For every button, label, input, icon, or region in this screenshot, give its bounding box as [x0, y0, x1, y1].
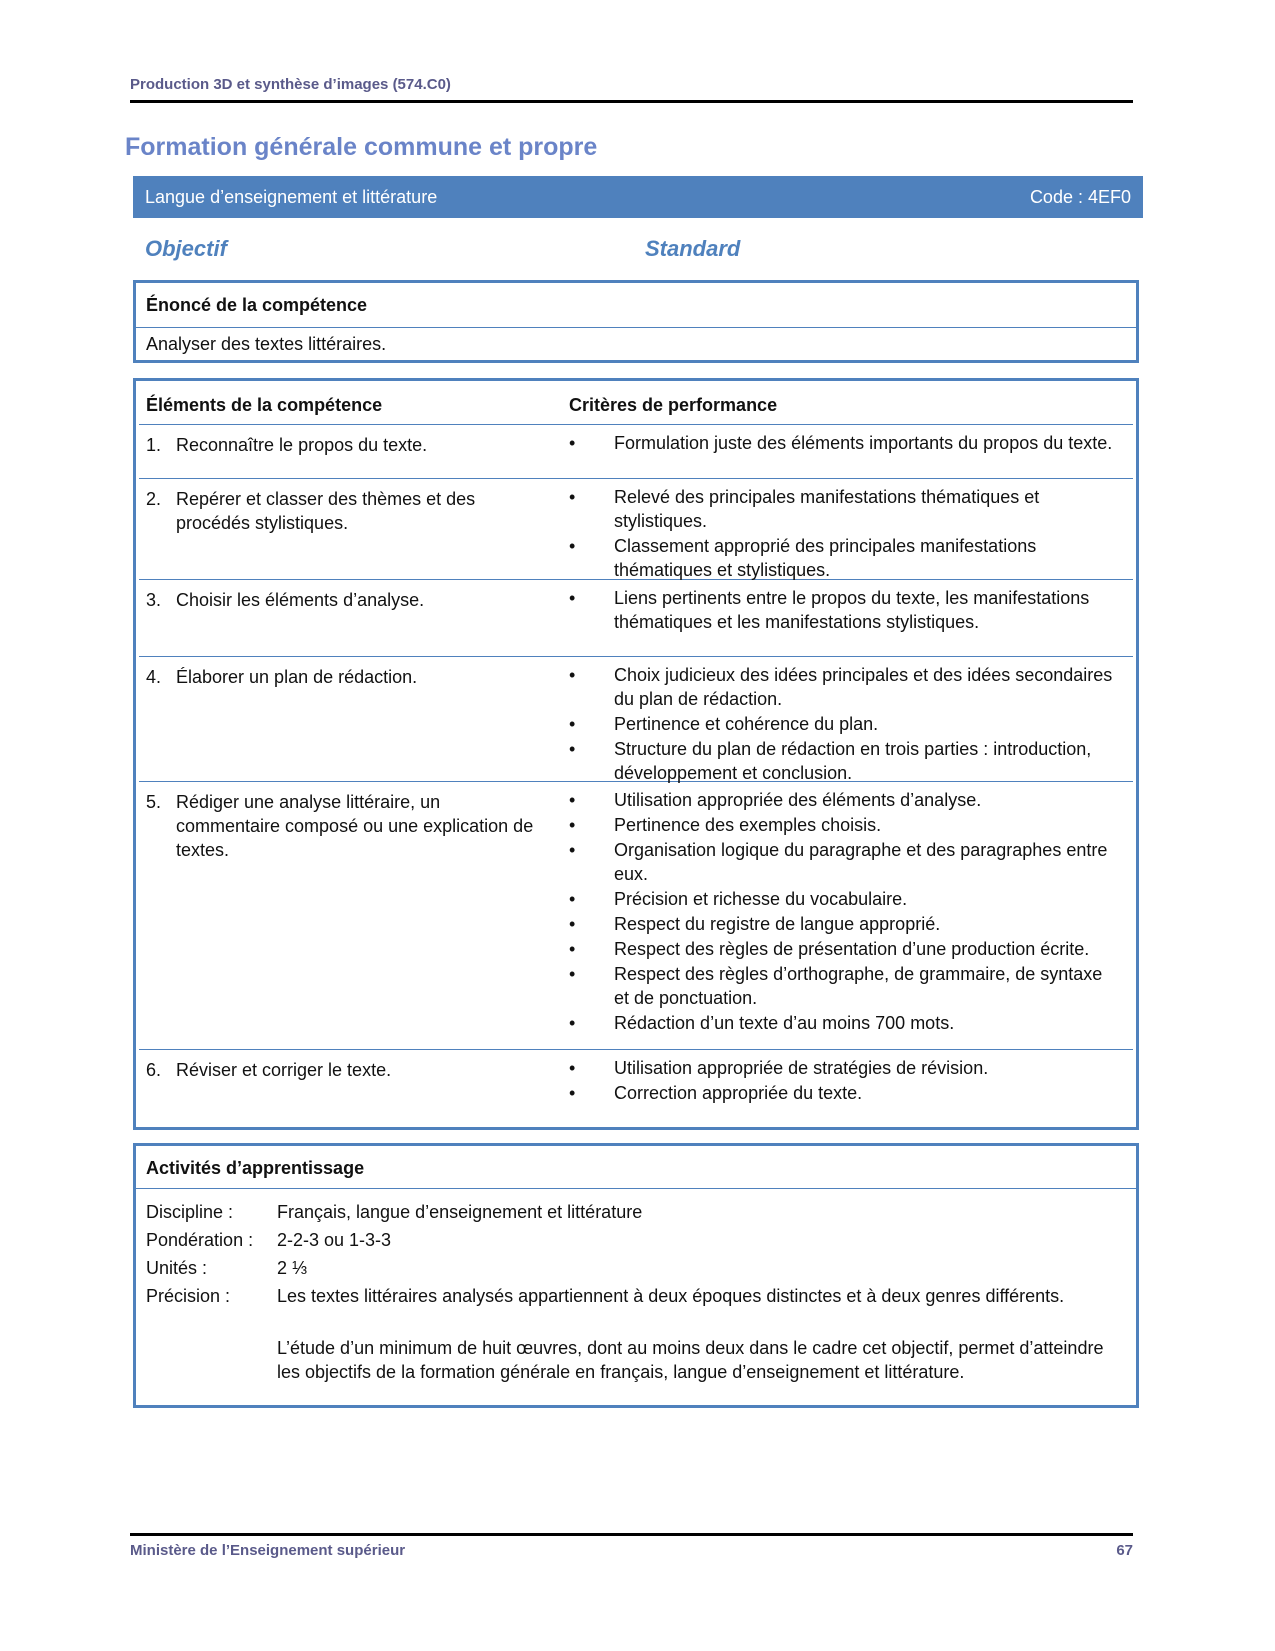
criterion-item [569, 431, 1116, 455]
criteria-cell [569, 788, 1116, 1036]
criterion-item [569, 788, 1116, 812]
subject-name: Langue d’enseignement et littérature [145, 187, 438, 207]
activities-box [133, 1143, 1139, 1408]
criterion-text: Relevé des principales manifestations thématiques et stylistiques. [614, 487, 1040, 531]
criteria-column-header: Critères de performance [569, 395, 778, 415]
criterion-item [569, 813, 1116, 837]
subject-bar [133, 176, 1143, 218]
criterion-item [569, 485, 1116, 533]
section-title: Formation générale commune et propre [125, 133, 598, 161]
bullet-icon: • [569, 433, 576, 453]
criterion-text: Respect du registre de langue approprié. [614, 914, 941, 934]
element-text: Réviser et corriger le texte. [176, 1060, 392, 1080]
element-number: 1. [146, 435, 162, 455]
element-text: Élaborer un plan de rédaction. [176, 667, 418, 687]
bullet-icon: • [569, 665, 576, 685]
bullet-icon: • [569, 1013, 576, 1033]
bullet-icon: • [569, 840, 576, 860]
criterion-text: Structure du plan de rédaction en trois parties : introduction, développement et conclusion. [614, 739, 1092, 783]
table-row [139, 425, 1133, 479]
precision-label: Précision : [146, 1286, 231, 1306]
criterion-text: Correction appropriée du texte. [614, 1083, 863, 1103]
units-label: Unités : [146, 1258, 208, 1278]
precision-paragraph-2: L’étude d’un minimum de huit œuvres, dont au moins deux dans le cadre cet objectif, permet d’atteindre les objectifs de la formation générale en français, langue d’enseignement et littérature. [277, 1338, 1104, 1382]
element-text: Rédiger une analyse littéraire, un commentaire composé ou une explication de textes. [176, 792, 534, 860]
criterion-item [569, 586, 1116, 634]
elements-table-header [139, 384, 1133, 425]
criterion-text: Pertinence des exemples choisis. [614, 815, 882, 835]
table-row [139, 1050, 1133, 1110]
criterion-item [569, 962, 1116, 1010]
element-cell [146, 433, 546, 457]
discipline-label: Discipline : [146, 1202, 234, 1222]
criterion-item [569, 737, 1116, 785]
element-number: 6. [146, 1060, 162, 1080]
criterion-item [569, 534, 1116, 582]
bullet-icon: • [569, 964, 576, 984]
elements-column-header: Éléments de la compétence [146, 395, 383, 415]
activities-heading-row [136, 1146, 1136, 1189]
criterion-text: Respect des règles de présentation d’une production écrite. [614, 939, 1090, 959]
bullet-icon: • [569, 790, 576, 810]
criterion-item [569, 912, 1116, 936]
criterion-item [569, 1011, 1116, 1035]
bullet-icon: • [569, 889, 576, 909]
table-row [139, 479, 1133, 580]
elements-criteria-box [133, 378, 1139, 1130]
table-row [139, 657, 1133, 782]
criterion-item [569, 1081, 1116, 1105]
page-footer [130, 1533, 1133, 1562]
bullet-icon: • [569, 939, 576, 959]
element-cell [146, 665, 546, 689]
bullet-icon: • [569, 1058, 576, 1078]
running-title: Production 3D et synthèse d’images (574.C0) [130, 76, 451, 93]
elements-criteria-table [139, 384, 1133, 1124]
criterion-text: Liens pertinents entre le propos du texte, les manifestations thématiques et les manifestations stylistiques. [614, 588, 1090, 632]
standard-heading: Standard [645, 236, 741, 261]
criterion-item [569, 663, 1116, 711]
criterion-text: Organisation logique du paragraphe et des paragraphes entre eux. [614, 840, 1108, 884]
element-text: Reconnaître le propos du texte. [176, 435, 428, 455]
criterion-text: Choix judicieux des idées principales et des idées secondaires du plan de rédaction. [614, 665, 1113, 709]
criterion-text: Formulation juste des éléments importants du propos du texte. [614, 433, 1113, 453]
element-cell [146, 790, 546, 862]
element-cell [146, 1058, 546, 1082]
element-number: 2. [146, 489, 162, 509]
bullet-icon: • [569, 536, 576, 556]
element-number: 3. [146, 590, 162, 610]
criteria-cell [569, 431, 1116, 456]
ponderation-label: Pondération : [146, 1230, 254, 1250]
competence-box [133, 280, 1139, 363]
table-row [139, 580, 1133, 657]
criterion-text: Utilisation appropriée de stratégies de révision. [614, 1058, 989, 1078]
competence-statement-row [136, 328, 1136, 361]
bullet-icon: • [569, 714, 576, 734]
discipline-value: Français, langue d’enseignement et littérature [277, 1202, 643, 1222]
competence-statement: Analyser des textes littéraires. [146, 334, 387, 354]
activities-heading: Activités d’apprentissage [146, 1158, 365, 1178]
page-number: 67 [1116, 1542, 1133, 1559]
units-value: 2 ⅓ [277, 1258, 308, 1278]
objective-standard-row [145, 236, 745, 262]
ministry-name: Ministère de l’Enseignement supérieur [130, 1542, 406, 1559]
criterion-item [569, 838, 1116, 886]
criteria-cell [569, 586, 1116, 635]
bullet-icon: • [569, 815, 576, 835]
criterion-item [569, 887, 1116, 911]
element-number: 5. [146, 792, 162, 812]
criterion-item [569, 937, 1116, 961]
table-row [139, 782, 1133, 1050]
criteria-cell [569, 485, 1116, 583]
bullet-icon: • [569, 1083, 576, 1103]
element-cell [146, 487, 546, 535]
criterion-item [569, 712, 1116, 736]
criterion-text: Précision et richesse du vocabulaire. [614, 889, 908, 909]
criteria-cell [569, 1056, 1116, 1106]
element-text: Choisir les éléments d’analyse. [176, 590, 425, 610]
precision-paragraph-1: Les textes littéraires analysés appartiennent à deux époques distinctes et à deux genres différents. [277, 1286, 1065, 1306]
bullet-icon: • [569, 487, 576, 507]
bullet-icon: • [569, 914, 576, 934]
element-text: Repérer et classer des thèmes et des procédés stylistiques. [176, 489, 476, 533]
element-number: 4. [146, 667, 162, 687]
bullet-icon: • [569, 739, 576, 759]
ponderation-value: 2-2-3 ou 1-3-3 [277, 1230, 392, 1250]
bullet-icon: • [569, 588, 576, 608]
competence-heading-row [136, 283, 1136, 328]
subject-code: Code : 4EF0 [1029, 187, 1131, 207]
criterion-text: Pertinence et cohérence du plan. [614, 714, 879, 734]
criteria-cell [569, 663, 1116, 786]
objective-heading: Objectif [145, 236, 227, 261]
criterion-item [569, 1056, 1116, 1080]
criterion-text: Classement approprié des principales manifestations thématiques et stylistiques. [614, 536, 1037, 580]
criterion-text: Utilisation appropriée des éléments d’analyse. [614, 790, 982, 810]
criterion-text: Rédaction d’un texte d’au moins 700 mots. [614, 1013, 955, 1033]
element-cell [146, 588, 546, 612]
competence-heading: Énoncé de la compétence [146, 295, 368, 315]
criterion-text: Respect des règles d’orthographe, de grammaire, de syntaxe et de ponctuation. [614, 964, 1103, 1008]
page-header [130, 72, 1133, 103]
